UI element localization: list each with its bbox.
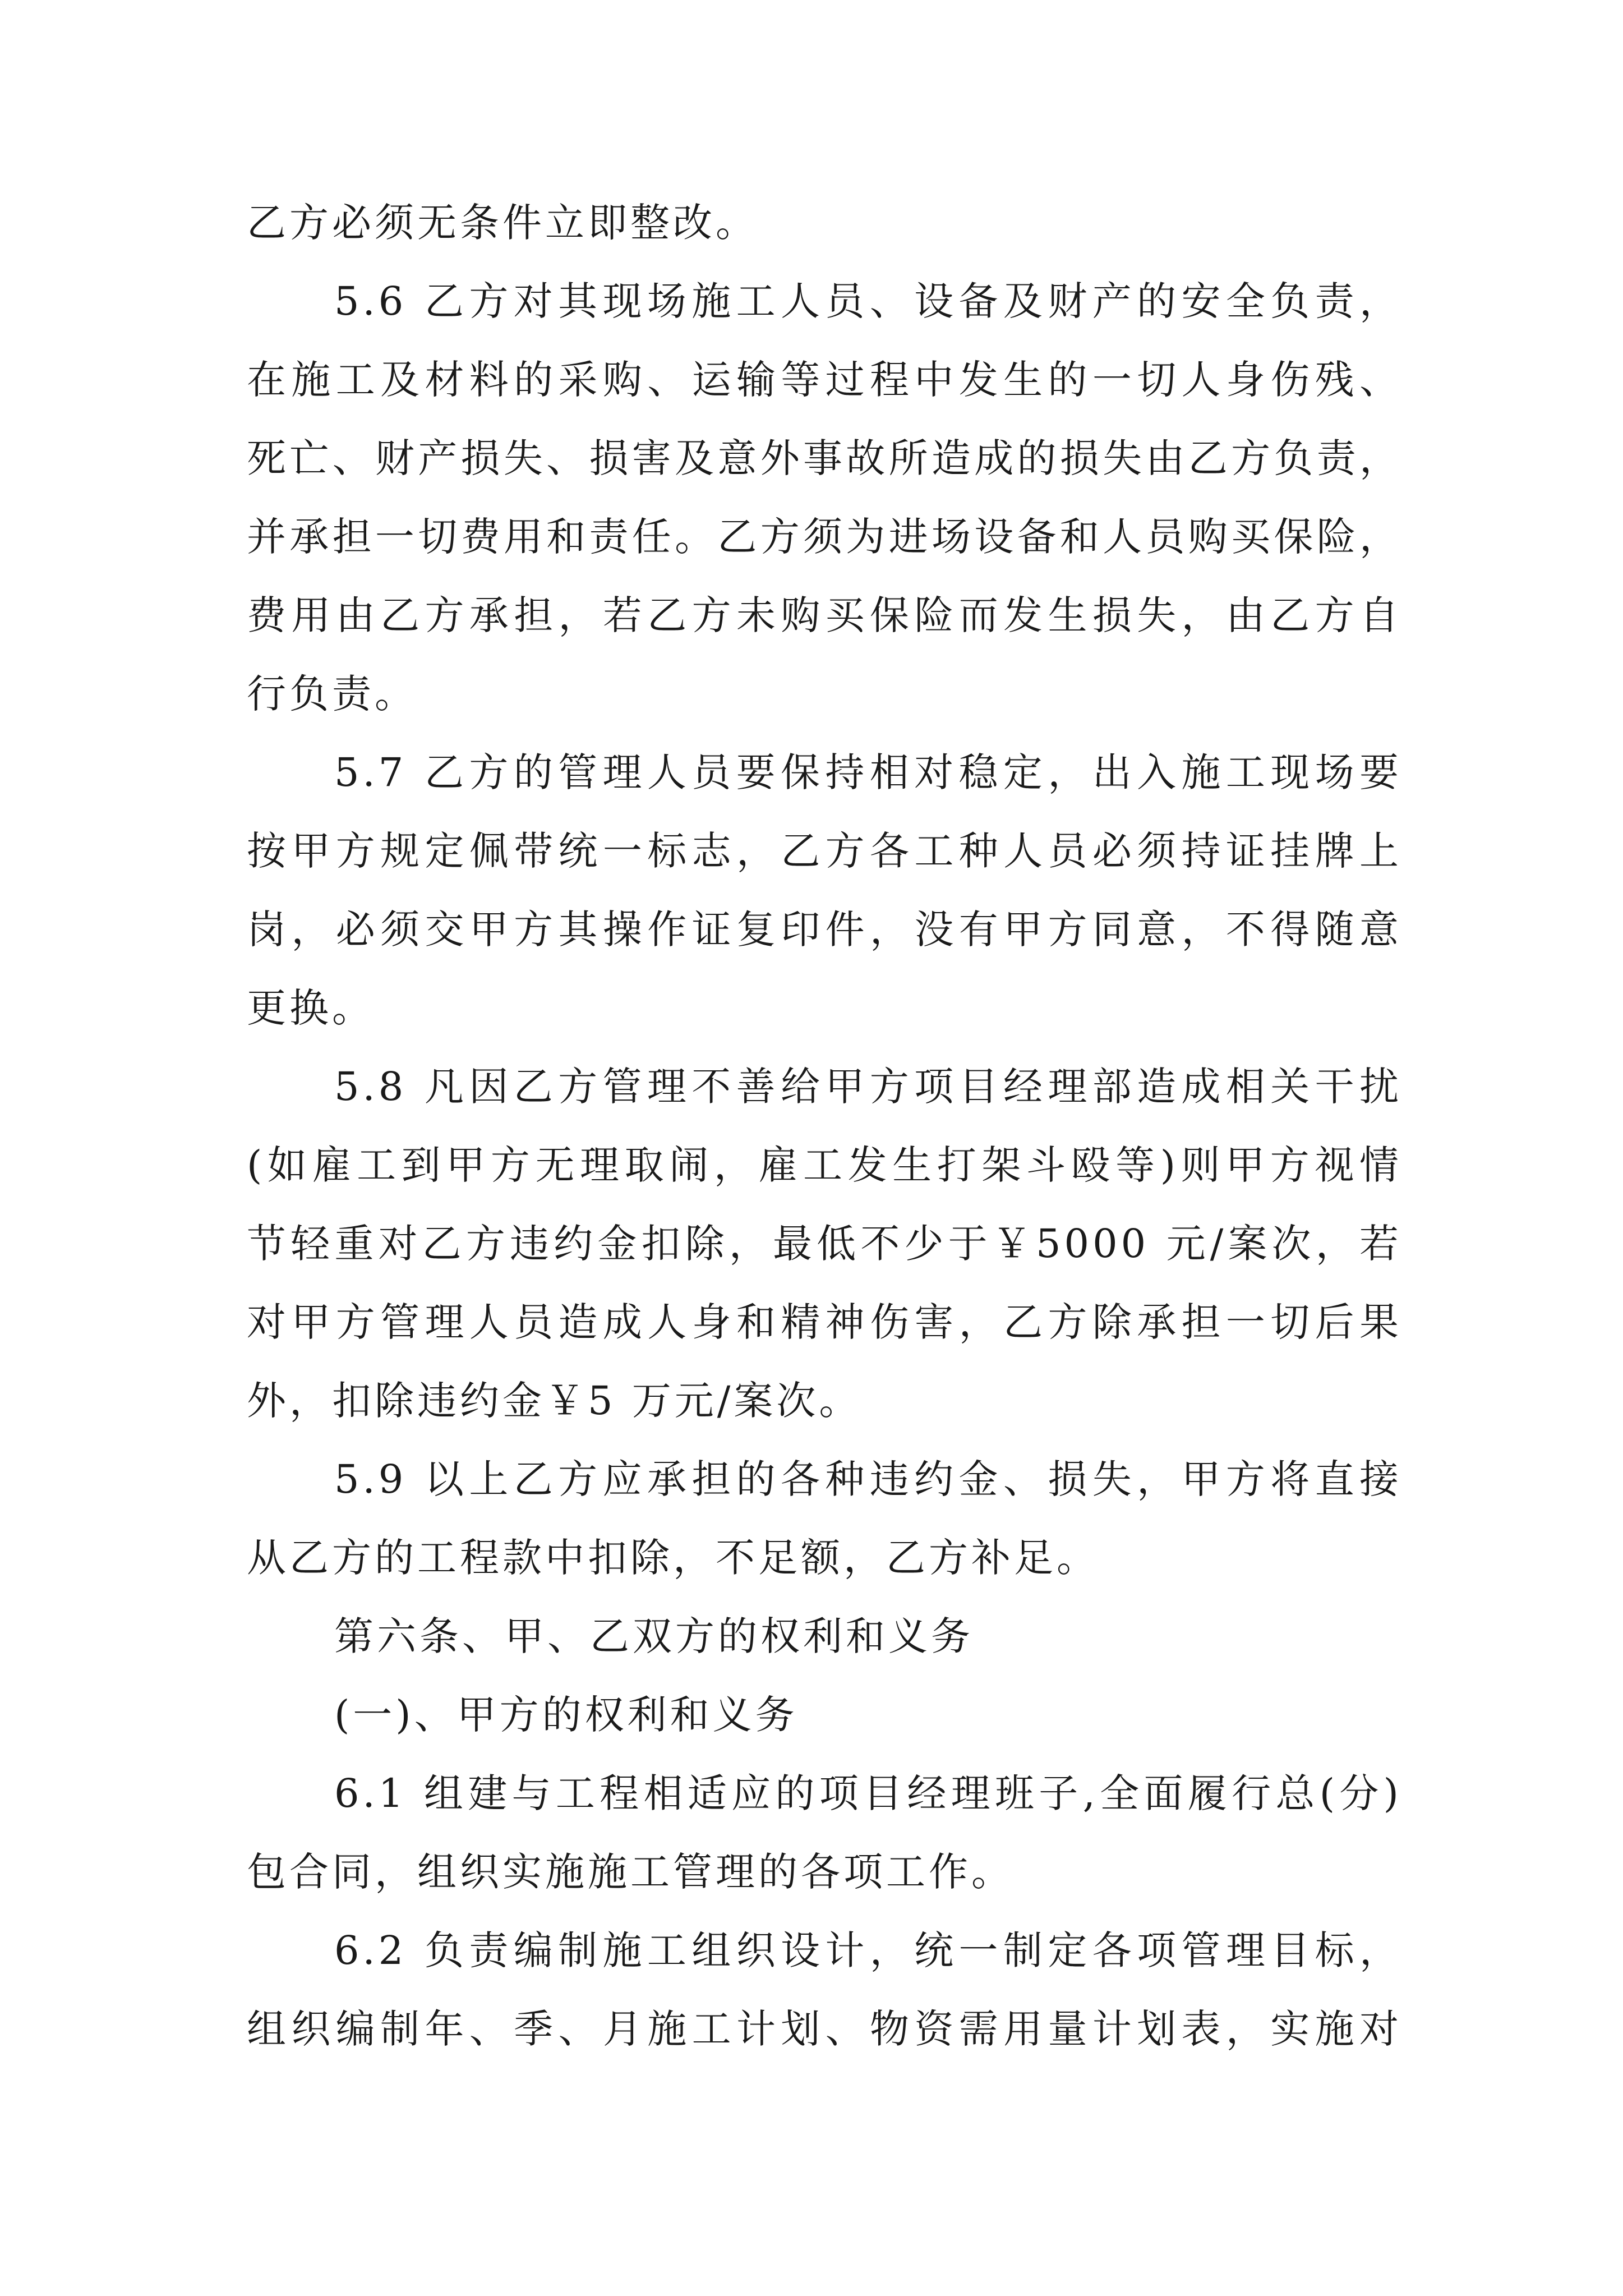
text-line: 乙方必须无条件立即整改。 [247,200,758,246]
text-line: 5.9 以上乙方应承担的各种违约金、损失，甲方将直接 [334,1456,1402,1502]
section-heading: 第六条、甲、乙双方的权利和义务 [334,1613,974,1659]
text-line: 更换。 [247,985,375,1031]
text-line: 对甲方管理人员造成人身和精神伤害，乙方除承担一切后果 [247,1299,1402,1345]
text-line: 在施工及材料的采购、运输等过程中发生的一切人身伤残、 [247,357,1402,403]
text-line: 组织编制年、季、月施工计划、物资需用量计划表，实施对 [247,2006,1402,2052]
text-line: 节轻重对乙方违约金扣除，最低不少于￥5000 元/案次，若 [247,1221,1402,1267]
text-line: (如雇工到甲方无理取闹，雇工发生打架斗殴等)则甲方视情 [247,1142,1402,1188]
text-line: 6.2 负责编制施工组织设计，统一制定各项管理目标， [334,1927,1402,1973]
text-line: 从乙方的工程款中扣除，不足额，乙方补足。 [247,1535,1099,1581]
subsection-heading: (一)、甲方的权利和义务 [334,1692,798,1738]
text-line: 5.6 乙方对其现场施工人员、设备及财产的安全负责， [334,278,1402,324]
text-line: 并承担一切费用和责任。乙方须为进场设备和人员购买保险， [247,514,1402,560]
text-line: 5.8 凡因乙方管理不善给甲方项目经理部造成相关干扰 [334,1064,1402,1110]
text-line: 死亡、财产损失、损害及意外事故所造成的损失由乙方负责， [247,435,1402,481]
text-line: 费用由乙方承担，若乙方未购买保险而发生损失，由乙方自 [247,592,1402,638]
text-line: 5.7 乙方的管理人员要保持相对稳定，出入施工现场要 [334,749,1402,795]
text-line: 外，扣除违约金￥5 万元/案次。 [247,1378,862,1424]
text-line: 按甲方规定佩带统一标志，乙方各工种人员必须持证挂牌上 [247,828,1402,874]
text-line: 行负责。 [247,671,417,717]
text-line: 包合同，组织实施施工管理的各项工作。 [247,1849,1014,1895]
text-line: 6.1 组建与工程相适应的项目经理班子,全面履行总(分) [334,1770,1402,1816]
text-line: 岗，必须交甲方其操作证复印件，没有甲方同意，不得随意 [247,907,1402,953]
